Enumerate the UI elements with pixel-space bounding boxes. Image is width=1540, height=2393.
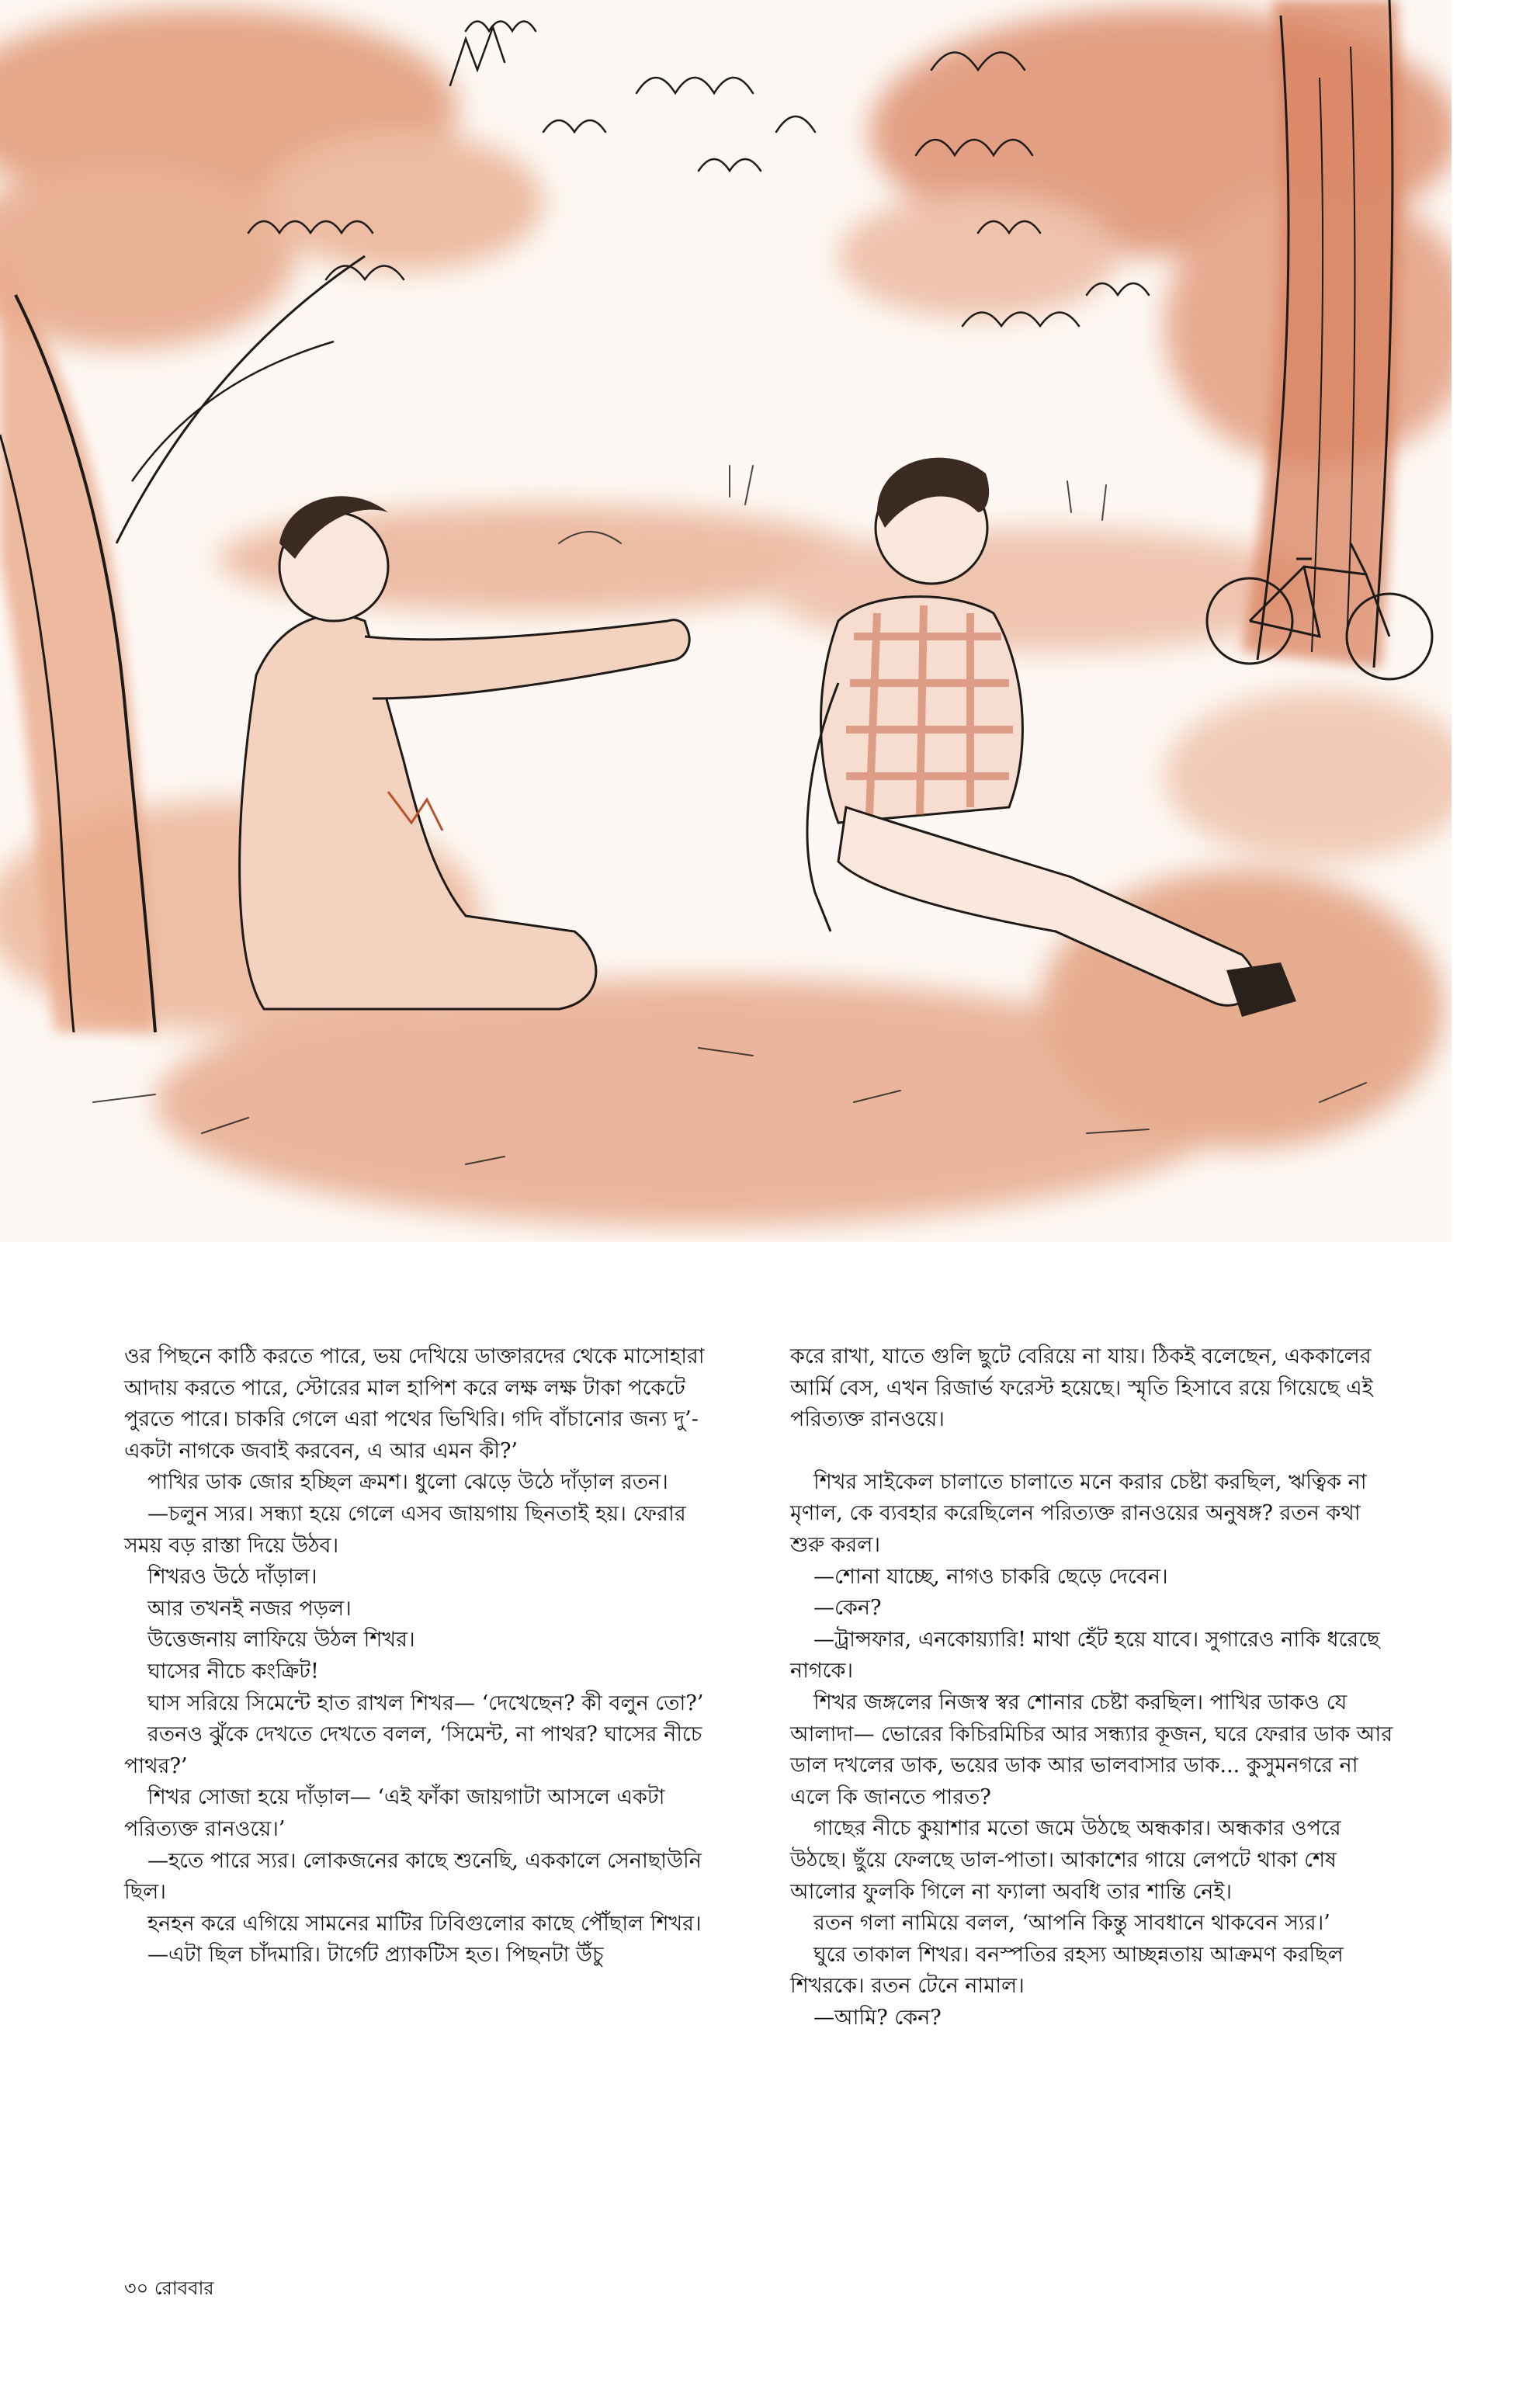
paragraph: —আমি? কেন? — [813, 2005, 942, 2030]
paragraph: —হতে পারে স্যর। লোকজনের কাছে শুনেছি, এককালে সেনাছাউনি ছিল। — [124, 1848, 702, 1905]
paragraph: রতন গলা নামিয়ে বলল, ‘আপনি কিন্তু সাবধানে থাকবেন স্যর।’ — [813, 1911, 1330, 1936]
paragraph: রতনও ঝুঁকে দেখতে দেখতে বলল, ‘সিমেন্ট, না পাথর? ঘাসের নীচে পাথর?’ — [124, 1722, 702, 1778]
paragraph: উত্তেজনায় লাফিয়ে উঠল শিখর। — [147, 1628, 415, 1653]
paragraph: হনহন করে এগিয়ে সামনের মাটির ঢিবিগুলোর কাছে পৌঁছাল শিখর। — [147, 1911, 702, 1936]
paragraph: ওর পিছনে কাঠি করতে পারে, ভয় দেখিয়ে ডাক্তারদের থেকে মাসোহারা আদায় করতে পারে, স্টোরের মাল হাপিশ করে লক্ষ লক্ষ টাকা পকেটে পুরতে পারে। চাকরি গেলে এরা পথের ভিখিরি। গদি বাঁচানোর জন্য দু’-একটা নাগকে জবাই করবেন, এ আর এমন কী?’ — [124, 1344, 705, 1463]
paragraph: শিখর সাইকেল চালাতে চালাতে মনে করার চেষ্টা করছিল, ঋত্বিক না মৃণাল, কে ব্যবহার করেছিলেন পরিত্যক্ত রানওয়ের অনুষঙ্গ? রতন কথা শুরু করল। — [790, 1469, 1367, 1557]
paragraph: শিখর জঙ্গলের নিজস্ব স্বর শোনার চেষ্টা করছিল। পাখির ডাকও যে আলাদা— ভোরের কিচিরমিচির আর সন্ধ্যার কূজন, ঘরে ফেরার ডাক আর ডাল দখলের ডাক, ভয়ের ডাক আর ভালবাসার ডাক... কুসুমনগরে না এলে কি জানতে পারত? — [790, 1690, 1393, 1809]
paragraph: ঘাস সরিয়ে সিমেন্টে হাত রাখল শিখর— ‘দেখেছেন? কী বলুন তো?’ — [147, 1691, 704, 1715]
paragraph: ঘুরে তাকাল শিখর। বনস্পতির রহস্য আচ্ছন্নতায় আক্রমণ করছিল শিখরকে। রতন টেনে নামাল। — [790, 1942, 1344, 1999]
paragraph: ঘাসের নীচে কংক্রিট! — [147, 1659, 319, 1684]
paragraph: —ট্রান্সফার, এনকোয়্যারি! মাথা হেঁট হয়ে যাবে। সুগারেও নাকি ধরেছে নাগকে। — [790, 1627, 1380, 1684]
text-column-left — [124, 1341, 730, 1972]
story-illustration — [0, 0, 1452, 1242]
paragraph: —এটা ছিল চাঁদমারি। টার্গেট প্র্যাকটিস হত। পিছনটা উঁচু — [147, 1943, 604, 1968]
paragraph: গাছের নীচে কুয়াশার মতো জমে উঠছে অন্ধকার। অন্ধকার ওপরে উঠছে। ছুঁয়ে ফেলছে ডাল-পাতা। আকাশের গায়ে লেপটে থাকা শেষ আলোর ফুলকি গিলে না ফ্যালা অবধি তার শান্তি নেই। — [790, 1816, 1341, 1904]
paragraph: আর তখনই নজর পড়ল। — [147, 1596, 352, 1621]
forest-scene-sketch — [0, 0, 1452, 1242]
paragraph: শিখর সোজা হয়ে দাঁড়াল— ‘এই ফাঁকা জায়গাটা আসলে একটা পরিত্যক্ত রানওয়ে।’ — [124, 1785, 665, 1841]
page-folio: ৩০ রোববার — [124, 2277, 214, 2299]
paragraph: পাখির ডাক জোর হচ্ছিল ক্রমশ। ধুলো ঝেড়ে উঠে দাঁড়াল রতন। — [147, 1470, 668, 1495]
paragraph: —শোনা যাচ্ছে, নাগও চাকরি ছেড়ে দেবেন। — [813, 1564, 1168, 1589]
paragraph: —কেন? — [813, 1596, 882, 1621]
text-column-right — [790, 1341, 1396, 2034]
paragraph: করে রাখা, যাতে গুলি ছুটে বেরিয়ে না যায়। ঠিকই বলেছেন, এককালের আর্মি বেস, এখন রিজার্ভ ফরেস্ট হয়েছে। স্মৃতি হিসাবে রয়ে গিয়েছে এই পরিত্যক্ত রানওয়ে। — [790, 1344, 1373, 1432]
paragraph: —চলুন স্যর। সন্ধ্যা হয়ে গেলে এসব জায়গায় ছিনতাই হয়। ফেরার সময় বড় রাস্তা দিয়ে উঠব। — [124, 1501, 686, 1558]
paragraph: শিখরও উঠে দাঁড়াল। — [147, 1565, 317, 1590]
